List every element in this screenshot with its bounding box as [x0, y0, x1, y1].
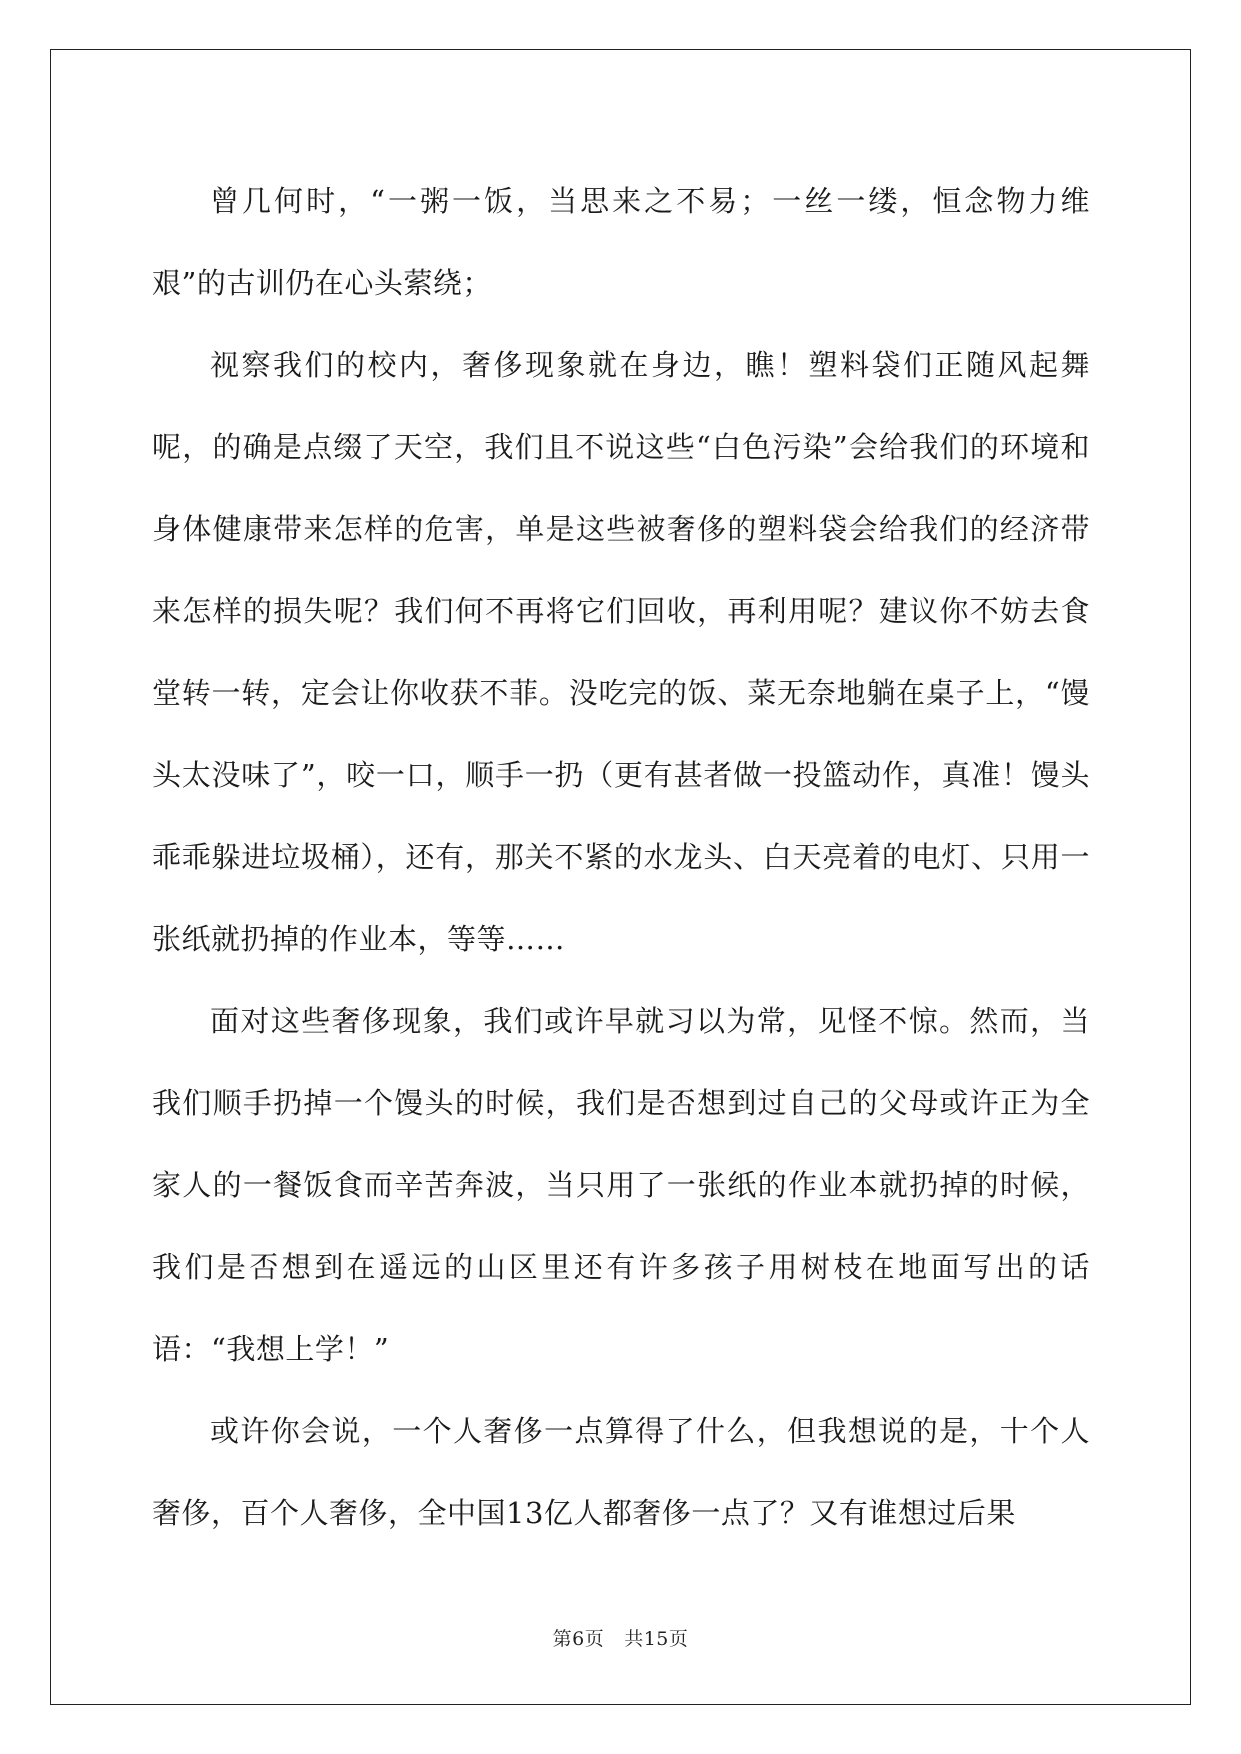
page-number: 第6页: [552, 1628, 605, 1650]
paragraph-3: 面对这些奢侈现象，我们或许早就习以为常，见怪不惊。然而，当我们顺手扔掉一个馒头的时候，我们是否想到过自己的父母或许正为全家人的一餐饭食而辛苦奔波，当只用了一张纸的作业本就扔掉的时候，我们是否想到在遥远的山区里还有许多孩子用树枝在地面写出的话语：“我想上学！”: [152, 1004, 1090, 1366]
page-footer: [0, 1624, 1241, 1651]
total-pages: 共15页: [624, 1628, 689, 1650]
document-body: [152, 160, 1090, 1554]
paragraph-4: 或许你会说，一个人奢侈一点算得了什么，但我想说的是，十个人奢侈，百个人奢侈，全中国13亿人都奢侈一点了？又有谁想过后果: [152, 1414, 1090, 1530]
paragraph-2: 视察我们的校内，奢侈现象就在身边，瞧！塑料袋们正随风起舞呢，的确是点缀了天空，我们且不说这些“白色污染”会给我们的环境和身体健康带来怎样的危害，单是这些被奢侈的塑料袋会给我们的经济带来怎样的损失呢？我们何不再将它们回收，再利用呢？建议你不妨去食堂转一转，定会让你收获不菲。没吃完的饭、菜无奈地躺在桌子上，“馒头太没味了”，咬一口，顺手一扔（更有甚者做一投篮动作，真准！馒头乖乖躲进垃圾桶），还有，那关不紧的水龙头、白天亮着的电灯、只用一张纸就扔掉的作业本，等等……: [152, 348, 1090, 956]
paragraph-1: 曾几何时，“一粥一饭，当思来之不易；一丝一缕，恒念物力维艰”的古训仍在心头萦绕；: [152, 184, 1090, 300]
